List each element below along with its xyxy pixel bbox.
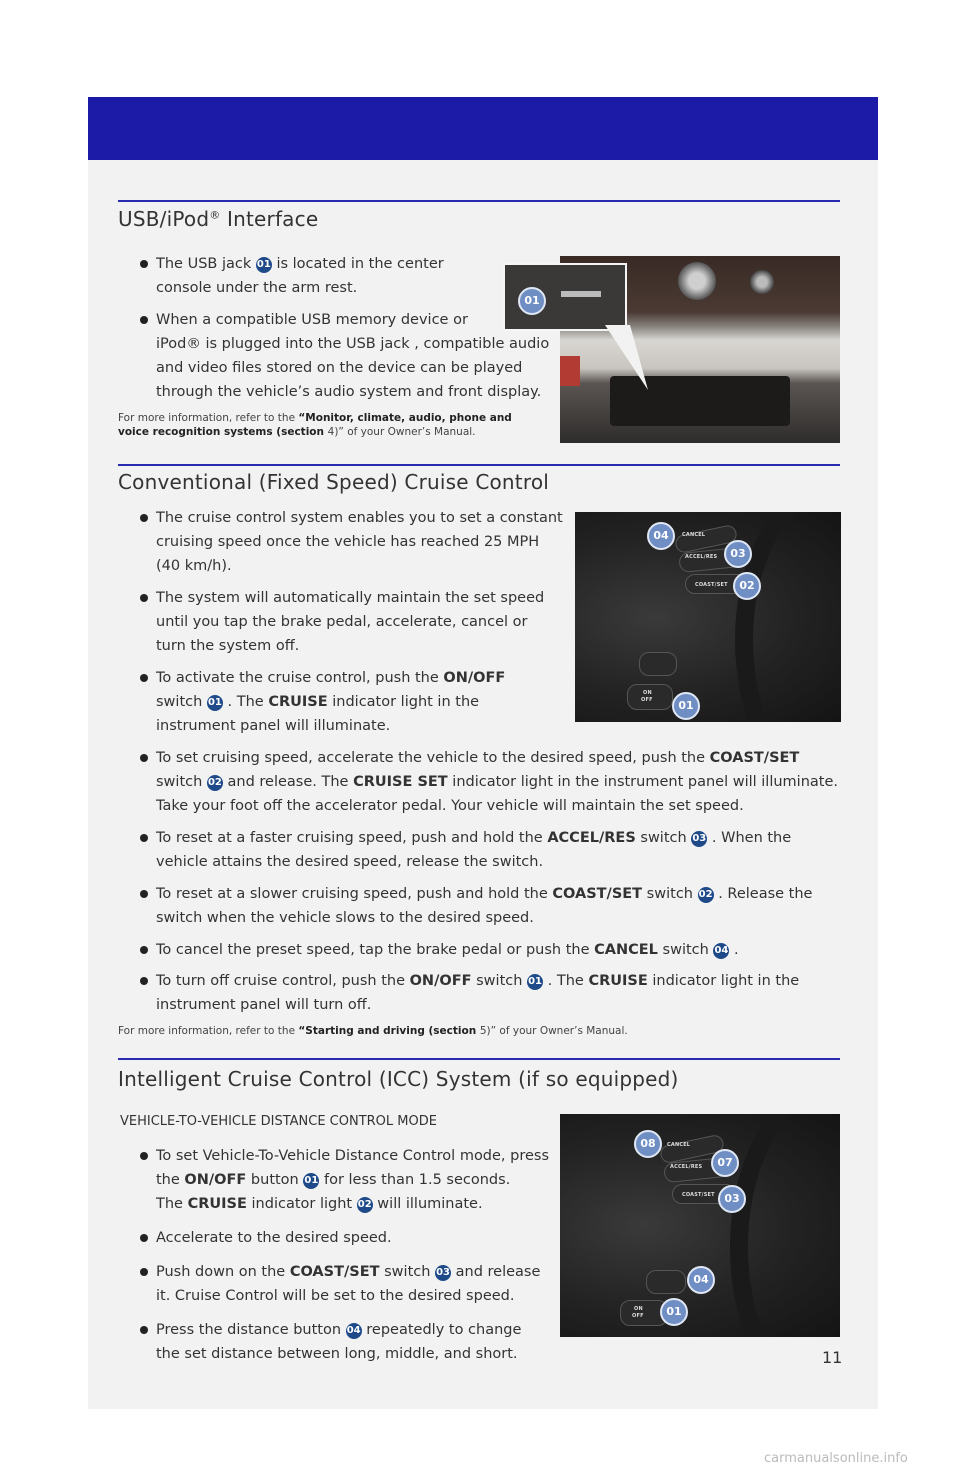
cruise-bullet-2: The system will automatically maintain the set speed until you tap the brake pedal, accelerate, cancel or turn the system off. (156, 590, 545, 654)
callout-badge: 07 (711, 1149, 739, 1177)
watermark: carmanualsonline.info (764, 1451, 908, 1466)
cruise-bullet-8: To turn off cruise control, push the ON/OFF switch 01 . The CRUISE indicator light in the instrument panel will turn off. (156, 973, 800, 1013)
callout-badge: 04 (687, 1266, 715, 1294)
accel-res-label: ACCEL/RES (685, 554, 718, 560)
callout-badge: 04 (647, 522, 675, 550)
cancel-label: CANCEL (682, 532, 706, 538)
bullet-icon (140, 260, 148, 268)
off-label: OFF (632, 1313, 644, 1319)
icc-mode-heading: VEHICLE-TO-VEHICLE DISTANCE CONTROL MODE (120, 1114, 437, 1129)
cruise-bullet-5: To reset at a faster cruising speed, push and hold the ACCEL/RES switch 03 . When the vehicle attains the desired speed, release the switch. (156, 830, 792, 870)
callout-badge: 02 (733, 572, 761, 600)
usb-bullet-1: The USB jack 01 is located in the center console under the arm rest. (156, 256, 444, 296)
section-rule (118, 1058, 840, 1060)
bullet-icon (140, 594, 148, 602)
coast-set-label: COAST/SET (682, 1192, 715, 1198)
steering-switch-photo-1 (575, 512, 841, 722)
accel-res-label: ACCEL/RES (670, 1164, 703, 1170)
callout-badge: 01 (518, 287, 546, 315)
icc-bullet-3: Push down on the COAST/SET switch 03 and release it. Cruise Control will be set to the desired speed. (156, 1264, 541, 1304)
coast-set-label: COAST/SET (695, 582, 728, 588)
header-banner (88, 97, 878, 160)
callout-badge: 01 (660, 1298, 688, 1326)
steering-switch-photo-2 (560, 1114, 840, 1337)
cruise-bullet-1: The cruise control system enables you to set a constant cruising speed once the vehicle has reached 25 MPH (40 km/h). (156, 510, 563, 574)
on-label: ON (643, 690, 652, 696)
bullet-icon (140, 674, 148, 682)
bullet-icon (140, 316, 148, 324)
inset-pointer (600, 325, 660, 395)
callout-badge: 08 (634, 1130, 662, 1158)
callout-badge: 03 (718, 1185, 746, 1213)
usb-reference-note: For more information, refer to the “Monitor, climate, audio, phone and voice recognition systems (section 4)” of your Owner’s Manual. (118, 412, 512, 438)
on-label: ON (634, 1306, 643, 1312)
section-rule (118, 200, 840, 202)
bullet-icon (140, 946, 148, 954)
bullet-icon (140, 834, 148, 842)
icc-bullet-4: Press the distance button 04 repeatedly to change the set distance between long, middle, and short. (156, 1322, 522, 1362)
callout-badge: 01 (672, 692, 700, 720)
usb-bullet-2: When a compatible USB memory device or iPod® is plugged into the USB jack , compatible audio and video files stored on the device can be played through the vehicle’s audio system and front display. (156, 312, 550, 400)
bullet-icon (140, 977, 148, 985)
bullet-icon (140, 1326, 148, 1334)
section-title-usb: USB/iPod® Interface (118, 207, 319, 231)
section-title-cruise: Conventional (Fixed Speed) Cruise Control (118, 470, 550, 494)
cruise-reference-note: For more information, refer to the “Starting and driving (section 5)” of your Owner’s Manual. (118, 1025, 628, 1037)
section-title-icc: Intelligent Cruise Control (ICC) System (if so equipped) (118, 1067, 679, 1091)
cruise-bullet-7: To cancel the preset speed, tap the brake pedal or push the CANCEL switch 04 . (156, 942, 739, 958)
cruise-bullet-3: To activate the cruise control, push the ON/OFF switch 01 . The CRUISE indicator light in the instrument panel will illuminate. (156, 670, 506, 734)
bullet-icon (140, 1152, 148, 1160)
icc-bullet-1: To set Vehicle-To-Vehicle Distance Control mode, press the ON/OFF button 01 for less than 1.5 seconds. The CRUISE indicator light 02 will illuminate. (156, 1148, 550, 1212)
cruise-bullet-4: To set cruising speed, accelerate the vehicle to the desired speed, push the COAST/SET switch 02 and release. The CRUISE SET indicator light in the instrument panel will illuminate. Take your foot off the accelerator pedal. Your vehicle will maintain the set speed. (156, 750, 838, 814)
cruise-bullet-6: To reset at a slower cruising speed, push and hold the COAST/SET switch 02 . Release the switch when the vehicle slows to the desired speed. (156, 886, 813, 926)
bullet-icon (140, 1268, 148, 1276)
page-number: 11 (822, 1348, 843, 1367)
bullet-icon (140, 890, 148, 898)
bullet-icon (140, 754, 148, 762)
bullet-icon (140, 514, 148, 522)
cancel-label: CANCEL (667, 1142, 691, 1148)
off-label: OFF (641, 697, 653, 703)
callout-badge: 03 (724, 540, 752, 568)
section-rule (118, 464, 840, 466)
icc-bullet-2: Accelerate to the desired speed. (156, 1230, 392, 1246)
bullet-icon (140, 1234, 148, 1242)
